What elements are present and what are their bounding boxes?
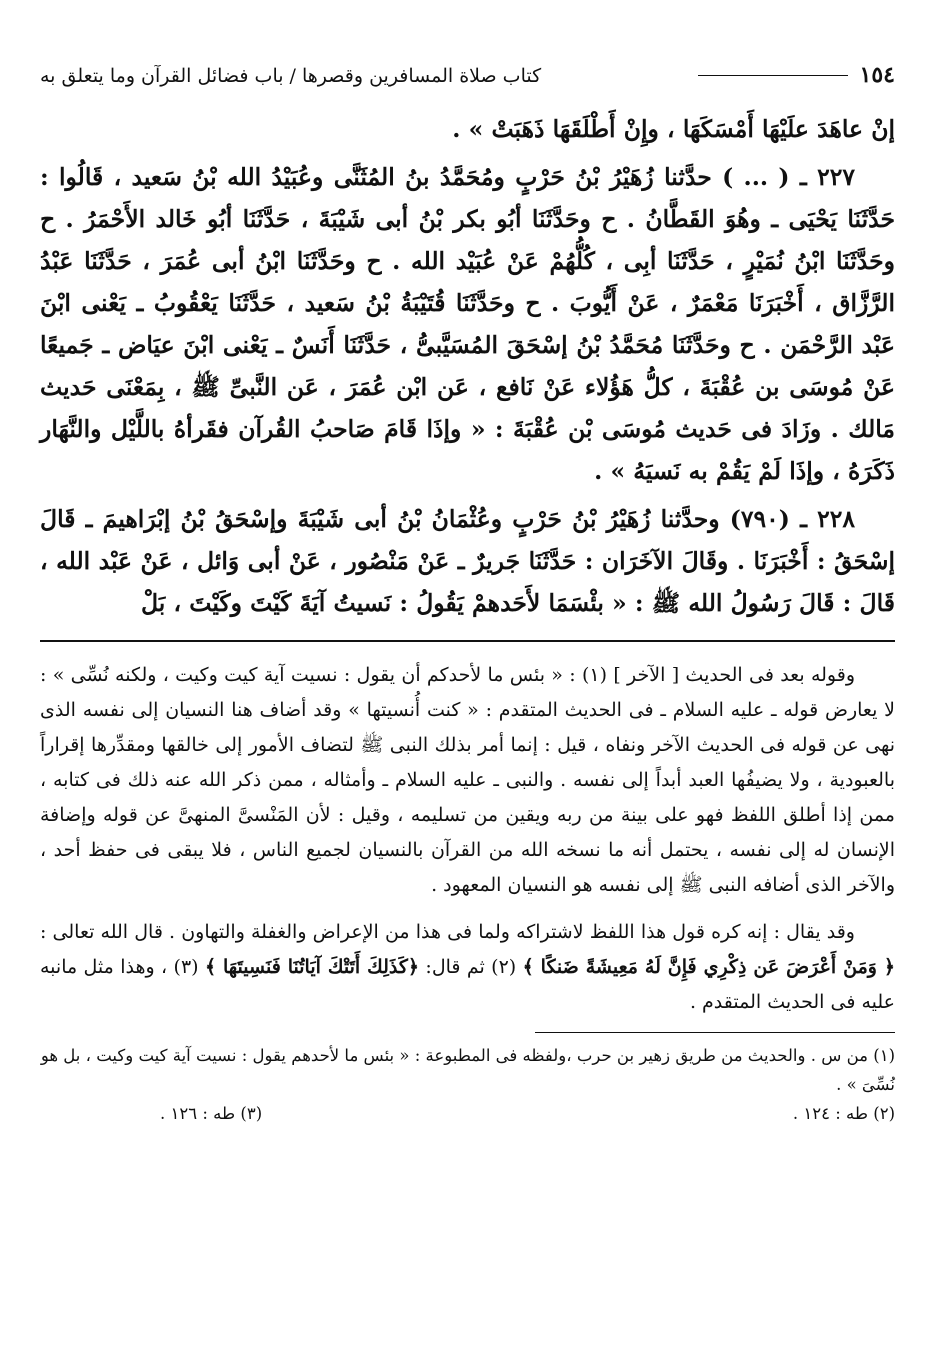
book-page: [40, 62, 895, 1346]
commentary-paragraph-2: [40, 915, 895, 1020]
quran-quote: ﴿كَذَلِكَ أَتَتْكَ آيَاتُنَا فَنَسِيتَهَا ﴾: [204, 956, 420, 978]
header-title: كتاب صلاة المسافرين وقصرها / باب فضائل القرآن وما يتعلق به: [40, 65, 542, 87]
commentary-divider: [40, 640, 895, 642]
running-header: [40, 62, 895, 102]
footnote-3: (٣) طه : ١٢٦ .: [160, 1104, 263, 1123]
footnote-2: (٢) طه : ١٢٤ .: [792, 1104, 895, 1123]
hadith-text: [40, 108, 895, 624]
hadith-continuation: إنْ عاهَدَ علَيْهَا أَمْسَكَهَا ، وإِنْ أَطْلَقَهَا ذَهَبَتْ » .: [452, 115, 895, 143]
quran-quote: ﴿ وَمَنْ أَعْرَضَ عَن ذِكْرِي فَإِنَّ لَهُ مَعِيشَةً ضَنكًا ﴾: [522, 956, 896, 978]
commentary-paragraph-1: وقوله بعد فى الحديث [ الآخر ] (١) : « بئس ما لأحدكم أن يقول : نسيت آية كيت وكيت ، ولكنه نُسِّى » : لا يعارض قوله ـ عليه السلام ـ فى الحديث المتقدم : « كنت أُنسيتها » وقد أضاف هنا النسيان إلى نفسه الذى نهى عن قوله فى الحديث الآخر ونفاه ، قيل : إنما أمر بذلك النبى ﷺ لتضاف الأمور إلى خالقها ومقدِّرها إقراراً بالعبودية ، ولا يضيفُها العبد أبداً إلى نفسه . والنبى ـ عليه السلام ـ وأمثاله ، ممن ذكر الله عنه ذلك فى كتابه ، ممن إذا أطلق اللفظ فهو على بينة من ربه ويقين من تسليمه ، وقيل : لأن المَنْسىَّ المنهىَّ عن قوله وإضافة الإنسان له إلى نفسه ، يحتمل أنه ما نسخه الله من القرآن بالنسيان لجميع الناس ، فلا يبقى فى حفظ أحد ، والآخر الذى أضافه النبى ﷺ إلى نفسه هو النسيان المعهود .: [40, 664, 895, 896]
hadith-227: ٢٢٧ ـ ( ... ) حدَّثنا زُهَيْرُ بْنُ حَرْبٍ ومُحَمَّدُ بنُ المُثَنَّى وعُبَيْدُ الله بْنُ سَعيد ، قَالُوا : حَدَّثَنَا يَحْيَى ـ وهُوَ القَطَّانُ . ح وحَدَّثَنَا أبُو بكر بْنُ أبى شَيْبَةَ ، حَدَّثَنَا أبُو خَالد الأَحْمَرُ . ح وحَدَّثَنَا ابْنُ نُمَيْرٍ ، حَدَّثَنَا أبِى ، كُلُّهُمْ عَنْ عُبَيْد الله . ح وحَدَّثَنَا ابْنُ أبى عُمَرَ ، حَدَّثَنَا عَبْدُ الرَّزَّاق ، أَخْبَرَنَا مَعْمَرٌ ، عَنْ أَيُّوبَ . ح وحَدَّثَنَا قُتَيْبَةُ بْنُ سَعيد ، حَدَّثَنَا يَعْقُوبُ ـ يَعْنى ابْنَ عَبْد الرَّحْمَن . ح وحَدَّثَنَا مُحَمَّدُ بْنُ إسْحَقَ المُسَيَّبىُّ ، حَدَّثَنَا أَنَسٌ ـ يَعْنى ابْنَ عيَاض ـ جَميعًا عَنْ مُوسَى بن عُقْبَةَ ، كلُّ هَؤُلاء عَنْ نَافع ، عَن ابْن عُمَرَ ، عَن النَّبىِّ ﷺ ، بِمَعْنَى حَديث مَالك . وزَادَ فى حَديث مُوسَى بْن عُقْبَةَ : « وإذَا قَامَ صَاحبُ القُرآن فقَرأهُ باللَّيْل والنَّهَار ذَكَرَهُ ، وإذَا لَمْ يَقُمْ به نَسيَهُ » .: [40, 163, 895, 485]
commentary-text: (٢) ثم قال:: [419, 956, 523, 978]
hadith-228: ٢٢٨ ـ (٧٩٠) وحدَّثنا زُهَيْرُ بْنُ حَرْبٍ وعُثْمَانُ بْنُ أبى شَيْبَةَ وإسْحَقُ بْنُ إبْرَاهيمَ ـ قَالَ إسْحَقُ : أَخْبَرَنَا . وقَالَ الآخَرَان : حَدَّثَنَا جَريرٌ ـ عَنْ مَنْصُور ، عَنْ أبى وَائل ، عَنْ عَبْد الله ، قَالَ : قَالَ رَسُولُ الله ﷺ : « بئْسَمَا لأَحَدهمْ يَقُولُ : نَسيتُ آيَةَ كَيْتَ وكَيْتَ ، بَلْ: [40, 505, 895, 617]
header-rule: [698, 75, 848, 76]
page-number: ١٥٤: [859, 62, 895, 88]
footnotes: [40, 1041, 895, 1128]
footnote-1: (١) من س . والحديث من طريق زهير بن حرب ،ولفظه فى المطبوعة : « بئس ما لأحدهم يقول : نسيت آية كيت وكيت ، بل هو نُسِّىَ » .: [40, 1046, 895, 1094]
commentary-text: وقد يقال : إنه كره قول هذا اللفظ لاشتراكه ولما فى هذا من الإعراض والغفلة والتهاون . قال الله تعالى :: [40, 921, 855, 943]
commentary: [40, 658, 895, 1020]
commentary-text: (٣) ، وهذا مثل مانبه عليه فى الحديث المتقدم .: [40, 956, 895, 1013]
footnote-row: [40, 1099, 895, 1128]
footnote-divider: [535, 1032, 895, 1033]
